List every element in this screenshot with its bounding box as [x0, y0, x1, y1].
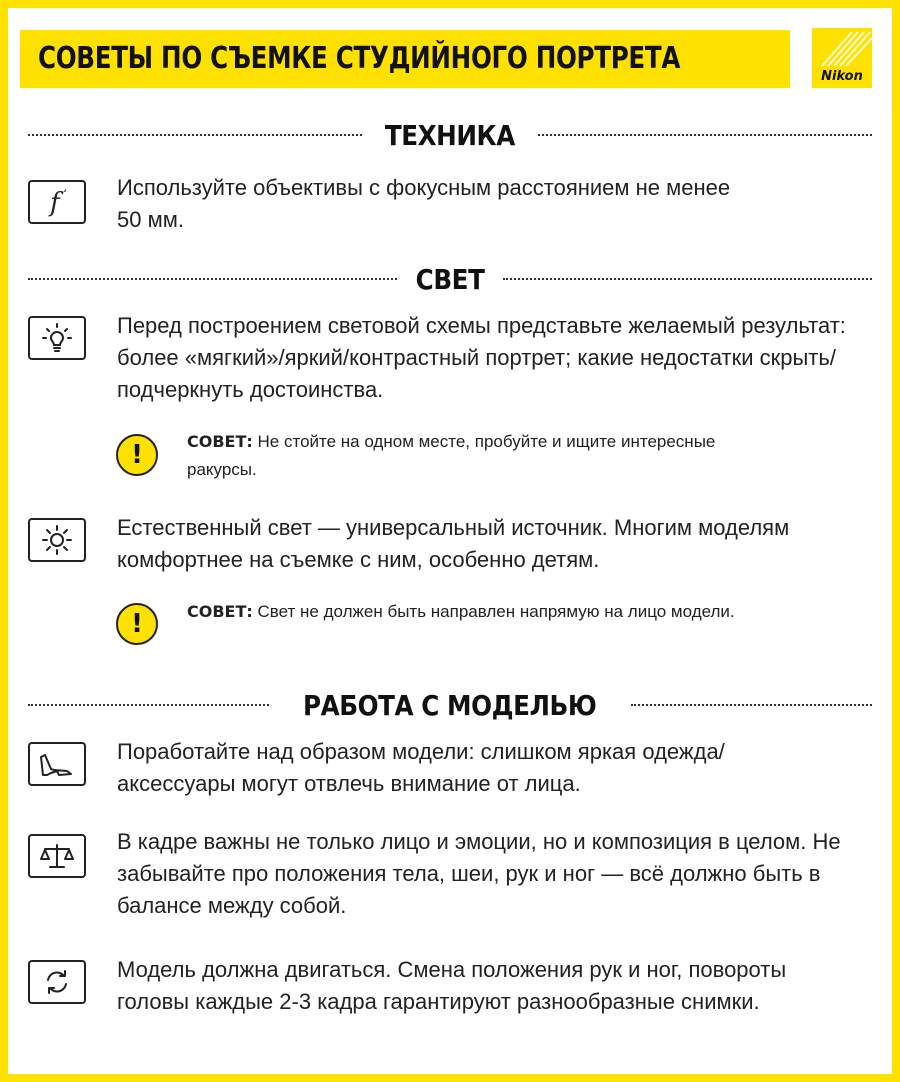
tip-text-light-scheme: Перед построением световой схемы представьте желаемый результат: более «мягкий»/яркий/контрастный портрет; какие недостатки скрыть/подчеркнуть достоинства. [117, 313, 846, 402]
svg-text:f: f [50, 188, 60, 218]
section-title: ТЕХНИКА [384, 118, 516, 152]
section-header-model [28, 688, 872, 722]
tip-text-movement: Модель должна двигаться. Смена положения рук и ног, повороты головы каждые 2-3 кадра гарантируют разнообразные снимки. [117, 957, 787, 1014]
tip-text-lens: Используйте объективы с фокусным расстоянием не менее 50 мм. [117, 175, 731, 232]
tip-text-composition: В кадре важны не только лицо и эмоции, но и композиция в целом. Не забывайте про положения тела, шеи, рук и ног — всё должно быть в балансе между собой. [117, 829, 841, 918]
section-title: РАБОТА С МОДЕЛЬЮ [303, 688, 597, 722]
advice-label: СОВЕТ: [187, 432, 253, 451]
dotted-divider [631, 704, 872, 706]
nikon-logo [812, 28, 872, 88]
page-title: СОВЕТЫ ПО СЪЕМКЕ СТУДИЙНОГО ПОРТРЕТА [38, 41, 681, 76]
rotate-icon [28, 960, 86, 1004]
lightbulb-icon [28, 316, 86, 360]
balance-scale-icon [28, 834, 86, 878]
dotted-divider [538, 134, 872, 136]
advice-text: Свет не должен быть направлен напрямую на лицо модели. [257, 602, 735, 621]
section-title: СВЕТ [415, 262, 485, 296]
tip-text-natural-light: Естественный свет — универсальный источник. Многим моделям комфортнее на съемке с ним, особенно детям. [117, 515, 790, 572]
exclamation-icon: ! [116, 434, 158, 476]
dotted-divider [28, 134, 362, 136]
f-number-icon [28, 180, 86, 224]
section-header-technique [28, 118, 872, 152]
advice-block [187, 428, 757, 484]
dotted-divider [28, 278, 397, 280]
advice-text: Не стойте на одном месте, пробуйте и ищите интересные ракурсы. [187, 432, 716, 479]
dotted-divider [503, 278, 872, 280]
sun-icon [28, 518, 86, 562]
section-header-light [28, 262, 872, 296]
tip-text-image: Поработайте над образом модели: слишком яркая одежда/аксессуары могут отвлечь внимание от лица. [117, 739, 725, 796]
advice-label: СОВЕТ: [187, 602, 253, 621]
logo-text: Nikon [821, 69, 863, 84]
svg-text:‘: ‘ [63, 187, 67, 201]
exclamation-icon: ! [116, 603, 158, 645]
high-heel-icon [28, 742, 86, 786]
dotted-divider [28, 704, 269, 706]
advice-block [187, 598, 747, 626]
